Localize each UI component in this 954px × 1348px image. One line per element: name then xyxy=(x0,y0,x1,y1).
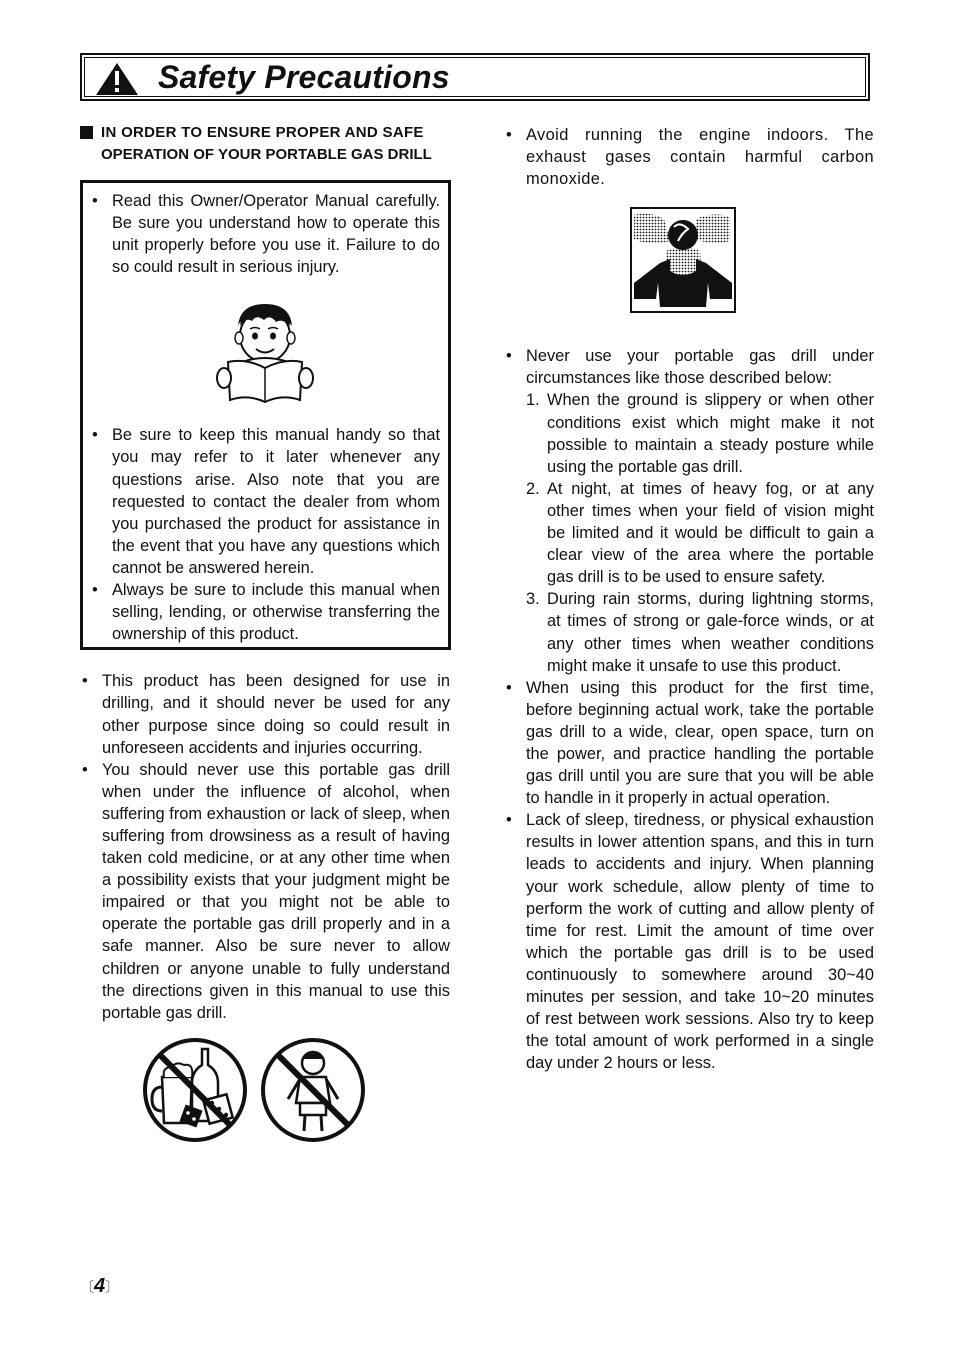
list-item xyxy=(504,345,874,676)
warning-triangle-icon xyxy=(95,62,139,96)
list-item: • Read this Owner/Operator Manual carefully. Be sure you understand how to operate this unit properly before you use it. Failure to do so could result in serious injury. xyxy=(90,190,440,278)
right-column xyxy=(504,124,874,1074)
left-column xyxy=(80,122,450,1147)
list-item: • Always be sure to include this manual when selling, lending, or otherwise transferring the ownership of this product. xyxy=(90,579,440,645)
carbon-monoxide-warning-icon xyxy=(630,207,736,313)
person-reading-manual-icon xyxy=(210,296,320,406)
list-item: • Be sure to keep this manual handy so that you may refer to it later whenever any questions arise. Also note that you are requested to contact the dealer from whom you purchased the product for assistance in the event that you have any questions which cannot be answered herein. xyxy=(90,424,440,579)
no-children-icon xyxy=(260,1037,366,1143)
page-title: Safety Precautions xyxy=(158,59,450,95)
manual-notice-box xyxy=(80,180,451,650)
prohibition-figures xyxy=(142,1037,450,1147)
conditions-list xyxy=(526,389,874,676)
list-item: • You should never use this portable gas drill when under the influence of alcohol, when suffering from exhaustion or lack of sleep, when suffering from drowsiness as a result of having taken cold medicine, or at any other time when a possibility exists that your judgment might be impaired or that you might not be able to operate the portable gas drill properly and in a safe manner. Also be sure never to allow children or anyone unable to fully understand the directions given in this manual to use this portable gas drill. xyxy=(80,759,450,1024)
condition-item: 1. When the ground is slippery or when other conditions exist which might make it not possible to maintain a steady posture while using the portable gas drill. xyxy=(526,391,874,476)
list-item: • Lack of sleep, tiredness, or physical exhaustion results in lower attention spans, and this in turn leads to accidents and injury. When planning your work schedule, allow plenty of time to perform the work of cutting and allow plenty of time for rest. Limit the amount of time over which the portable gas drill is to be used continuously to somewhere around 30~40 minutes per session, and take 10~20 minutes of rest between work sessions. Also try to keep the total amount of work performed in a single day under 2 hours or less. xyxy=(504,809,874,1074)
page-number: 〔4〕 xyxy=(80,1275,120,1297)
section-heading xyxy=(80,122,450,166)
list-item: • This product has been designed for use in drilling, and it should never be used for any other purpose since doing so could result in unforeseen accidents and injuries occurring. xyxy=(80,670,450,758)
list-item: • When using this product for the first time, before beginning actual work, take the portable gas drill to a wide, clear, open space, turn on the power, and practice handling the portable gas drill until you are sure that you will be able to handle in it properly in actual operation. xyxy=(504,677,874,810)
condition-item: 3. During rain storms, during lightning storms, at times of strong or gale-force winds, or at any other times when weather conditions might make it unsafe to use this product. xyxy=(526,590,874,675)
square-bullet-icon xyxy=(80,126,93,139)
section-heading-line1: IN ORDER TO ENSURE PROPER AND SAFE xyxy=(101,124,424,141)
condition-item: 2. At night, at times of heavy fog, or at any other times when your field of vision might be limited and it would be difficult to gain a clear view of the area where the portable gas drill is to be used to ensure safety. xyxy=(526,479,874,587)
page-number-value: 4 xyxy=(94,1275,106,1297)
no-alcohol-icon xyxy=(142,1037,248,1143)
title-bar xyxy=(80,53,870,101)
list-item: • Avoid running the engine indoors. The exhaust gases contain harmful carbon monoxide. xyxy=(504,124,874,190)
list-item-text: Never use your portable gas drill under circumstances like those described below: xyxy=(526,347,874,388)
section-heading-line2: OPERATION OF YOUR PORTABLE GAS DRILL xyxy=(101,146,432,163)
